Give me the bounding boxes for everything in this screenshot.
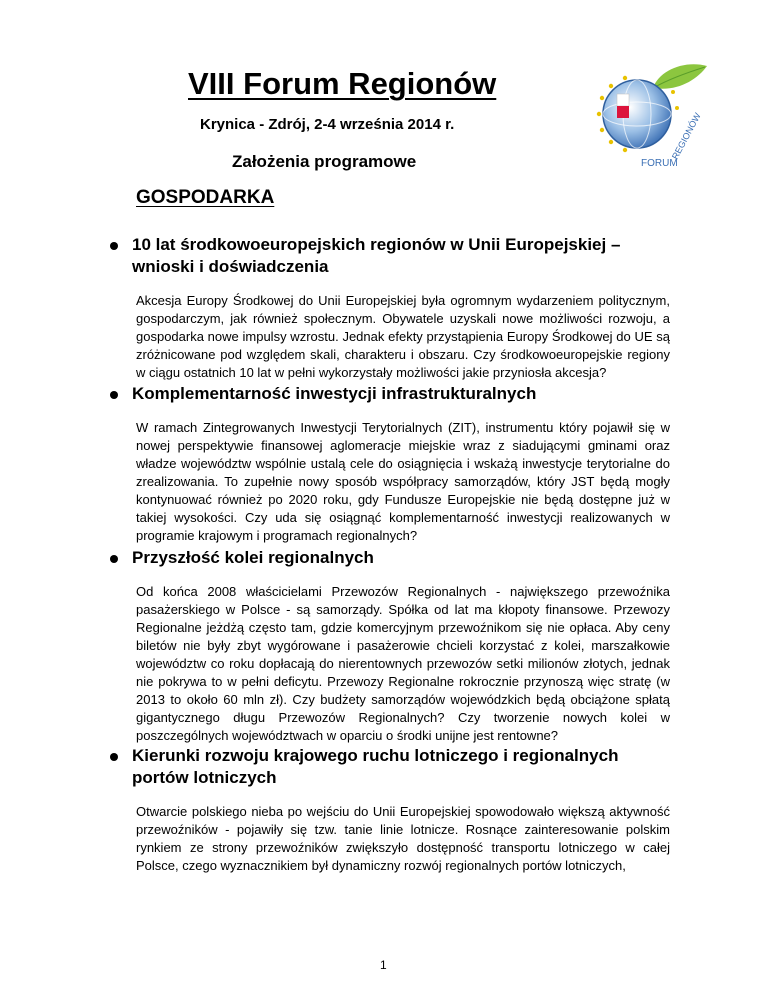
topic-body: Akcesja Europy Środkowej do Unii Europejskiej była ogromnym wydarzeniem politycznym, gospodarczym, jak również społecznym. Obywatele uzyskali nowe możliwości rozwoju, a gospodarka nowe impulsy wzrostu. Jednak efekty przystąpienia Europy Środkowej do UE są zróżnicowane pod względem skali, charakteru i obszaru. Czy środkowoeuropejskie regiony w ciągu ostatnich 10 lat w pełni wykorzystały możliwości jakie przyniosła akcesja?	[136, 293, 670, 380]
globe-icon	[603, 80, 671, 148]
topic-title: Komplementarność inwestycji infrastrukturalnych	[132, 384, 537, 403]
forum-regionow-logo	[585, 62, 725, 172]
page-number: 1	[380, 958, 387, 972]
bullet-icon	[110, 242, 118, 250]
leaf-icon	[653, 64, 707, 89]
page-title: VIII Forum Regionów	[188, 66, 497, 101]
topic-3	[110, 547, 670, 745]
topic-body: Od końca 2008 właścicielami Przewozów Regionalnych - największego przewoźnika pasażerskiego w Polsce - są samorządy. Spółka od lat ma kłopoty finansowe. Przewozy Regionalne jeżdżą często tam, gdzie komercyjnym przewoźnikom się nie opłaca. Aby ceny biletów nie były zbyt wygórowane i pasażerowie chcieli korzystać z kolei, marszałkowie województw co roku dopłacają do nierentownych przewozów setki milionów złotych, jednak nie pokrywa to w pełni deficytu. Przewozy Regionalne rokrocznie przynoszą więc stratę (w 2013 to około 60 mln zł). Czy budżety samorządów wojewódzkich będą obciążone spłatą gigantycznego długu Przewozów Regionalnych? Czy tworzenie nowych kolei w poszczególnych województwach w oparciu o środki unijne jest rentowne?	[136, 584, 670, 743]
topic-title: 10 lat środkowoeuropejskich regionów w Unii Europejskiej – wnioski i doświadczenia	[132, 235, 621, 276]
logo-text-forum: FORUM	[641, 158, 678, 169]
bullet-icon	[110, 555, 118, 563]
bullet-icon	[110, 753, 118, 761]
flag-icon	[617, 94, 629, 106]
bullet-icon	[110, 391, 118, 399]
topic-title: Przyszłość kolei regionalnych	[132, 548, 374, 567]
topic-body: W ramach Zintegrowanych Inwestycji Terytorialnych (ZIT), instrumentu który pojawił się w nowej perspektywie finansowej aglomeracje miejskie wraz z siadującymi gminami oraz władze województw wspólnie ustalą cele do osiągnięcia i wskażą inwestycje terytorialne do zrealizowania. To zupełnie nowy sposób współpracy samorządów, który JST będą mogły kontynuować również po 2020 roku, gdy Fundusze Europejskie nie będą dostępne już w takiej wysokości. Czy uda się osiągnąć komplementarność inwestycji realizowanych w programie krajowym i programach regionalnych?	[136, 420, 670, 543]
topic-2	[110, 383, 670, 545]
topic-body: Otwarcie polskiego nieba po wejściu do Unii Europejskiej spowodowało większą aktywność przewoźników - pojawiły się tzw. tanie linie lotnicze. Rosnące zainteresowanie polskim rynkiem ze strony przewoźników zwiększyło dostępność transportu lotniczego w całej Polsce, czego wyznacznikiem był dynamiczny rozwój regionalnych portów lotniczych,	[136, 804, 670, 873]
topic-1	[110, 234, 670, 382]
section-title: GOSPODARKA	[136, 187, 275, 208]
topic-title: Kierunki rozwoju krajowego ruchu lotniczego i regionalnych portów lotniczych	[132, 746, 619, 787]
topic-4	[110, 745, 670, 875]
event-subtitle: Krynica - Zdrój, 2-4 września 2014 r.	[200, 116, 455, 133]
logo-text-regionow: REGIONÓW	[669, 111, 703, 161]
program-label: Założenia programowe	[232, 152, 417, 171]
